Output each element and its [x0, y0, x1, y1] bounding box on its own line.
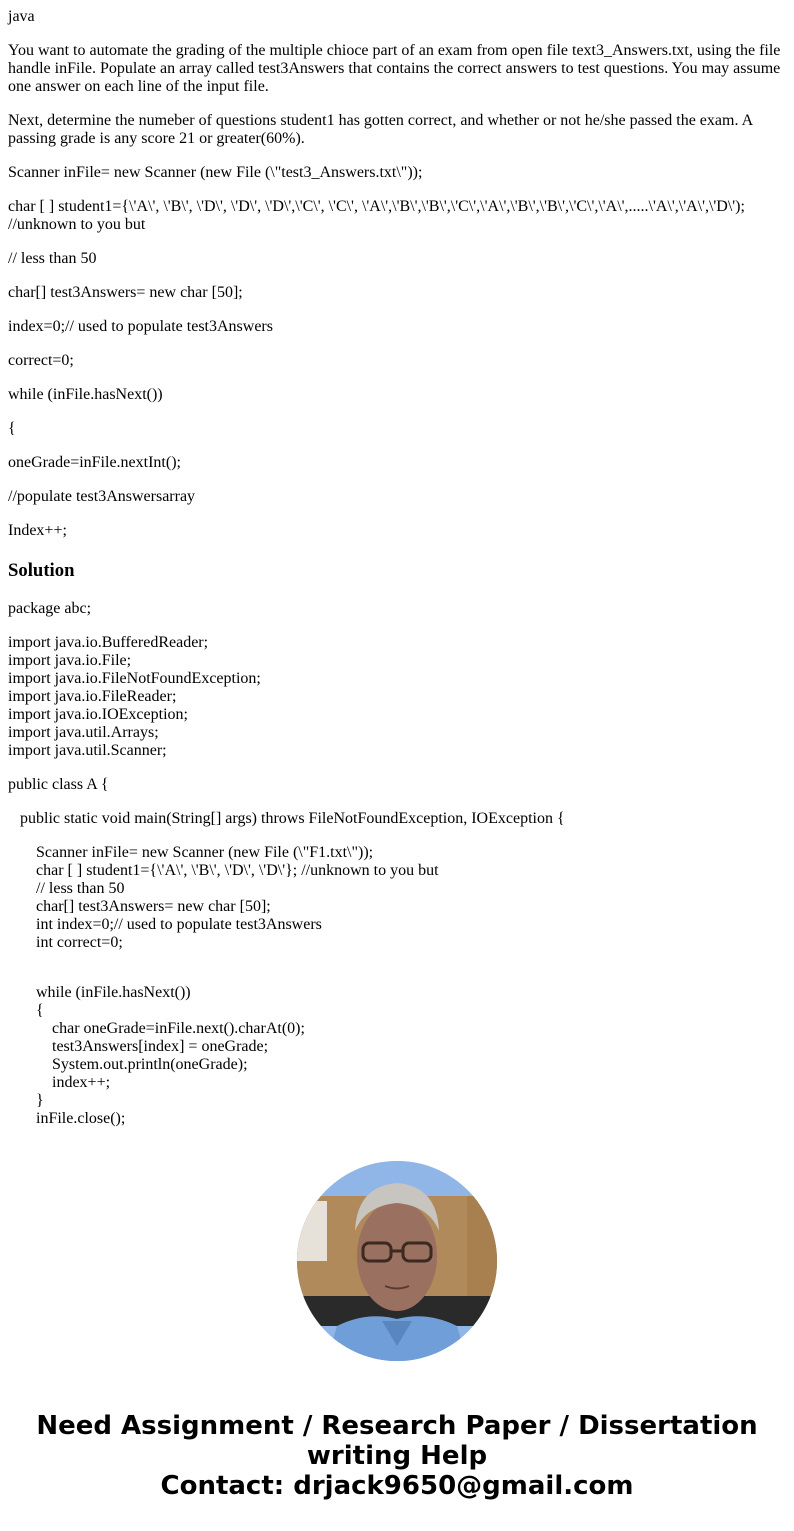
- question-code-line: [8, 198, 786, 234]
- solution-line: test3Answers[index] = oneGrade;: [8, 1038, 269, 1055]
- solution-line: char [ ] student1={\'A\', \'B\', \'D\', \'D\'}; //unknown to you but: [8, 862, 439, 879]
- blank-line: [8, 828, 786, 844]
- solution-line: Scanner inFile= new Scanner (new File (\"F1.txt\"));: [8, 844, 374, 861]
- blank-line: [8, 952, 786, 968]
- solution-line: import java.io.IOException;: [8, 706, 188, 723]
- author-photo-icon: [297, 1161, 497, 1361]
- solution-line: }: [8, 1092, 44, 1109]
- solution-line: index++;: [8, 1074, 111, 1091]
- promo-banner: [0, 1411, 794, 1501]
- solution-line: import java.io.File;: [8, 652, 132, 669]
- solution-line: public class A {: [8, 776, 109, 793]
- question-code-line: Scanner inFile= new Scanner (new File (\"test3_Answers.txt\"));: [8, 164, 423, 181]
- solution-line: while (inFile.hasNext()): [8, 984, 191, 1001]
- solution-line: import java.util.Arrays;: [8, 724, 159, 741]
- solution-line: import java.io.FileNotFoundException;: [8, 670, 261, 687]
- question-code-line: correct=0;: [8, 352, 74, 369]
- promo-contact: Contact: drjack9650@gmail.com: [160, 1471, 634, 1501]
- solution-heading: Solution: [8, 560, 75, 581]
- blank-line: [8, 794, 786, 810]
- question-code-line: while (inFile.hasNext()): [8, 386, 163, 403]
- solution-line: import java.util.Scanner;: [8, 742, 167, 759]
- question-code-line: {: [8, 420, 16, 437]
- solution-line: int correct=0;: [8, 934, 123, 951]
- question-code-line: //populate test3Answersarray: [8, 488, 196, 505]
- solution-line: public static void main(String[] args) throws FileNotFoundException, IOException {: [8, 810, 565, 827]
- question-code-line: Index++;: [8, 522, 67, 539]
- language-tag: java: [8, 8, 35, 25]
- author-avatar: [297, 1161, 497, 1361]
- question-paragraph-1: You want to automate the grading of the multiple chioce part of an exam from open file text3_Answers.txt, using the file handle inFile. Populate an array called test3Answers that contains the correct answers to test questions. You may assume one answer on each line of the input file.: [8, 42, 781, 95]
- solution-line: // less than 50: [8, 880, 125, 897]
- question-code-line: char[] test3Answers= new char [50];: [8, 284, 243, 301]
- question-code-line: index=0;// used to populate test3Answers: [8, 318, 273, 335]
- solution-line: char[] test3Answers= new char [50];: [8, 898, 271, 915]
- blank-line: [8, 618, 786, 634]
- solution-line: System.out.println(oneGrade);: [8, 1056, 248, 1073]
- student1-array-line: char [ ] student1={\'A\', \'B\', \'D\', \'D\', \'D\',\'C\', \'C\', \'A\',\'B\',\'B\',\'C\',\'A\',\'B\',\'B\',\'C\',\'A\',.....\'A\',\'A\',\'D\');: [8, 198, 745, 215]
- page-content: [0, 8, 794, 1135]
- solution-code-block: [8, 600, 786, 1135]
- solution-line: int index=0;// used to populate test3Answers: [8, 916, 322, 933]
- solution-line: {: [8, 1002, 44, 1019]
- blank-line: [8, 968, 786, 984]
- promo-line-2: writing Help: [306, 1441, 488, 1471]
- solution-line: import java.io.BufferedReader;: [8, 634, 209, 651]
- question-code-line: // less than 50: [8, 250, 97, 267]
- solution-line: import java.io.FileReader;: [8, 688, 177, 705]
- solution-line: char oneGrade=inFile.next().charAt(0);: [8, 1020, 305, 1037]
- unknown-comment: //unknown to you but: [8, 216, 146, 233]
- question-paragraph-2: Next, determine the numeber of questions student1 has gotten correct, and whether or not he/she passed the exam. A passing grade is any score 21 or greater(60%).: [8, 112, 753, 147]
- solution-line: inFile.close();: [8, 1110, 126, 1127]
- question-code-line: oneGrade=inFile.nextInt();: [8, 454, 181, 471]
- blank-line: [8, 760, 786, 776]
- promo-line-1: Need Assignment / Research Paper / Dissertation: [36, 1411, 758, 1441]
- solution-line: package abc;: [8, 600, 92, 617]
